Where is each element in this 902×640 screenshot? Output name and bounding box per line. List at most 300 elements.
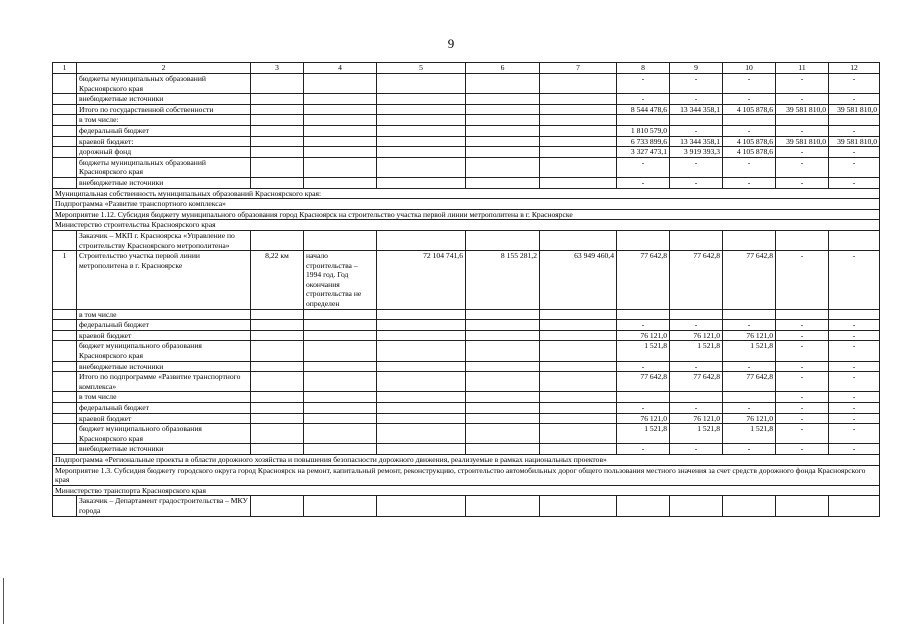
row-label: федеральный бюджет (77, 403, 251, 414)
table-cell: - (829, 125, 880, 136)
table-cell (466, 320, 540, 331)
table-cell: - (776, 74, 829, 94)
table-cell (466, 413, 540, 424)
table-cell (466, 104, 540, 115)
table-cell (304, 177, 377, 188)
table-cell: 8,22 км (251, 251, 304, 310)
row-label: федеральный бюджет (77, 320, 251, 331)
header-cell-7: 7 (540, 63, 617, 74)
table-cell (670, 230, 723, 250)
row-label: Заказчик – Департамент градостроительства – МКУ города (77, 496, 251, 516)
table-cell (304, 361, 377, 372)
header-cell-3: 3 (251, 63, 304, 74)
page-number: 9 (447, 36, 455, 51)
table-cell (466, 361, 540, 372)
table-row (53, 309, 880, 320)
table-row (53, 230, 880, 250)
table-cell (670, 392, 723, 403)
table-cell (377, 361, 466, 372)
table-cell (53, 444, 77, 455)
table-cell (251, 125, 304, 136)
table-cell: - (829, 330, 880, 341)
table-cell (466, 136, 540, 147)
table-cell: - (723, 74, 776, 94)
table-cell (466, 230, 540, 250)
table-cell (466, 74, 540, 94)
table-cell (466, 177, 540, 188)
table-cell (466, 309, 540, 320)
row-label: краевой бюджет (77, 330, 251, 341)
table-cell (377, 115, 466, 126)
table-cell: - (670, 361, 723, 372)
table-cell (53, 413, 77, 424)
table-cell (466, 147, 540, 158)
table-cell: - (670, 125, 723, 136)
table-cell: 1 521,8 (670, 424, 723, 444)
table-cell (540, 320, 617, 331)
row-label: Строительство участка первой линии метрополитена в г. Красноярске (77, 251, 251, 310)
table-cell: 1 521,8 (723, 341, 776, 361)
table-cell (466, 372, 540, 392)
row-label: внебюджетные источники (77, 444, 251, 455)
table-cell (304, 104, 377, 115)
table-cell: - (776, 341, 829, 361)
table-cell: - (670, 444, 723, 455)
table-cell (251, 403, 304, 414)
table-row (53, 444, 880, 455)
header-cell-2: 2 (77, 63, 251, 74)
table-cell: 76 121,0 (617, 330, 670, 341)
table-cell: - (723, 177, 776, 188)
table-cell (304, 115, 377, 126)
table-cell: - (776, 94, 829, 105)
table-cell (251, 309, 304, 320)
table-cell (377, 444, 466, 455)
table-cell: - (776, 403, 829, 414)
table-cell (304, 413, 377, 424)
table-cell (540, 147, 617, 158)
table-cell (53, 230, 77, 250)
table-cell (466, 444, 540, 455)
table-cell (466, 157, 540, 177)
table-row (53, 361, 880, 372)
table-cell (617, 230, 670, 250)
table-cell: 63 949 460,4 (540, 251, 617, 310)
table-cell: 39 581 810,0 (776, 136, 829, 147)
table-row (53, 94, 880, 105)
table-cell (377, 320, 466, 331)
table-cell: - (829, 424, 880, 444)
table-row (53, 74, 880, 94)
table-cell (304, 320, 377, 331)
table-cell (53, 177, 77, 188)
header-cell-8: 8 (617, 63, 670, 74)
table-cell (251, 157, 304, 177)
table-cell (540, 136, 617, 147)
section-row (53, 220, 880, 231)
header-cell-6: 6 (466, 63, 540, 74)
table-cell: 3 919 393,3 (670, 147, 723, 158)
table-cell (53, 320, 77, 331)
section-row (53, 199, 880, 210)
table-cell (617, 392, 670, 403)
table-cell (377, 177, 466, 188)
table-cell (377, 372, 466, 392)
table-cell (251, 372, 304, 392)
budget-table (52, 62, 880, 517)
table-cell (723, 230, 776, 250)
table-cell (540, 104, 617, 115)
row-label: бюджеты муниципальных образований Красноярского края (77, 74, 251, 94)
section-title: Подпрограмма «Региональные проекты в области дорожного хозяйства и повышения безопасности дорожного движения, реализуемые в рамках национальных проектов» (53, 454, 880, 465)
table-cell: - (617, 320, 670, 331)
table-cell (466, 125, 540, 136)
row-label: бюджет муниципального образования Красноярского края (77, 424, 251, 444)
header-cell-10: 10 (723, 63, 776, 74)
header-cell-9: 9 (670, 63, 723, 74)
table-cell: - (617, 403, 670, 414)
table-row (53, 147, 880, 158)
table-cell: - (617, 444, 670, 455)
table-cell (377, 309, 466, 320)
table-row (53, 104, 880, 115)
table-cell: 1 521,8 (617, 424, 670, 444)
section-title: Муниципальная собственность муниципальных образований Красноярского края: (53, 188, 880, 199)
table-cell: - (617, 94, 670, 105)
table-cell (540, 372, 617, 392)
table-cell (251, 115, 304, 126)
table-cell (466, 341, 540, 361)
table-cell: - (776, 251, 829, 310)
table-cell: 4 105 878,6 (723, 104, 776, 115)
table-cell: - (829, 320, 880, 331)
table-cell (829, 496, 880, 516)
table-cell (776, 115, 829, 126)
section-row (53, 454, 880, 465)
table-cell (251, 147, 304, 158)
table-cell (251, 230, 304, 250)
table-cell (304, 136, 377, 147)
table-cell: - (776, 372, 829, 392)
page-margin-line (3, 578, 4, 624)
table-cell (723, 309, 776, 320)
table-cell: - (723, 125, 776, 136)
table-cell (540, 413, 617, 424)
table-cell: 6 733 899,6 (617, 136, 670, 147)
table-cell (304, 496, 377, 516)
table-cell: - (776, 361, 829, 372)
table-cell: 3 327 473,1 (617, 147, 670, 158)
table-cell (540, 230, 617, 250)
table-cell (304, 403, 377, 414)
table-cell (251, 136, 304, 147)
row-label: внебюджетные источники (77, 177, 251, 188)
table-cell (304, 444, 377, 455)
table-cell (670, 309, 723, 320)
table-cell (670, 115, 723, 126)
table-cell: - (829, 361, 880, 372)
section-title: Подпрограмма «Развитие транспортного комплекса» (53, 199, 880, 210)
table-cell: - (776, 157, 829, 177)
table-cell: - (723, 94, 776, 105)
table-cell: 1 521,8 (723, 424, 776, 444)
table-cell: - (776, 444, 829, 455)
table-cell (540, 330, 617, 341)
table-cell (377, 341, 466, 361)
table-cell: 77 642,8 (670, 372, 723, 392)
table-cell: - (829, 251, 880, 310)
table-cell (829, 115, 880, 126)
header-cell-11: 11 (776, 63, 829, 74)
table-row (53, 403, 880, 414)
table-cell (540, 392, 617, 403)
table-cell: 13 344 358,1 (670, 136, 723, 147)
table-cell: 77 642,8 (617, 372, 670, 392)
table-row (53, 136, 880, 147)
table-row (53, 392, 880, 403)
table-cell: 4 105 878,6 (723, 136, 776, 147)
table-cell (304, 157, 377, 177)
row-label: дорожный фонд (77, 147, 251, 158)
table-cell: - (723, 361, 776, 372)
table-cell: - (776, 392, 829, 403)
row-label: в том числе (77, 309, 251, 320)
table-cell (466, 496, 540, 516)
table-cell (617, 115, 670, 126)
section-title: Мероприятие 1.12. Субсидия бюджету муниципального образования город Красноярск на строительство участка первой линии метрополитена в г. Красноярске (53, 209, 880, 220)
table-cell (53, 74, 77, 94)
table-cell: - (829, 341, 880, 361)
table-cell: 77 642,8 (670, 251, 723, 310)
section-row (53, 188, 880, 199)
table-cell (829, 309, 880, 320)
table-cell: 76 121,0 (723, 413, 776, 424)
table-cell (251, 496, 304, 516)
table-cell: - (776, 320, 829, 331)
section-row (53, 465, 880, 485)
row-label: федеральный бюджет (77, 125, 251, 136)
table-cell (466, 392, 540, 403)
table-cell (251, 74, 304, 94)
table-row (53, 125, 880, 136)
table-cell (723, 496, 776, 516)
table-cell: 39 581 810,0 (776, 104, 829, 115)
table-cell (540, 424, 617, 444)
header-cell-12: 12 (829, 63, 880, 74)
table-cell (540, 115, 617, 126)
table-cell (829, 230, 880, 250)
table-cell: 8 544 478,6 (617, 104, 670, 115)
table-cell: 76 121,0 (670, 413, 723, 424)
table-cell (251, 94, 304, 105)
table-cell (670, 496, 723, 516)
table-cell: 13 344 358,1 (670, 104, 723, 115)
table-cell: - (829, 157, 880, 177)
table-cell (540, 341, 617, 361)
table-cell: - (617, 74, 670, 94)
table-cell (53, 157, 77, 177)
table-cell: 1 521,8 (670, 341, 723, 361)
table-cell (53, 136, 77, 147)
table-cell (540, 309, 617, 320)
table-cell: - (670, 157, 723, 177)
row-label: Итого по подпрограмме «Развитие транспортного комплекса» (77, 372, 251, 392)
table-cell (377, 74, 466, 94)
row-label: Заказчик – МКП г. Красноярска «Управление по строительству Красноярского метрополитена» (77, 230, 251, 250)
table-cell: - (670, 177, 723, 188)
table-cell: - (776, 413, 829, 424)
table-cell: - (829, 74, 880, 94)
table-cell: 72 104 741,6 (377, 251, 466, 310)
table-cell: 76 121,0 (723, 330, 776, 341)
table-cell (304, 125, 377, 136)
table-cell: - (617, 157, 670, 177)
table-cell (251, 361, 304, 372)
table-cell: 76 121,0 (670, 330, 723, 341)
table-cell: 39 581 810,0 (829, 104, 880, 115)
header-cell-4: 4 (304, 63, 377, 74)
table-cell (251, 413, 304, 424)
row-label: бюджет муниципального образования Красноярского края (77, 341, 251, 361)
table-cell: 1 521,8 (617, 341, 670, 361)
table-cell (53, 94, 77, 105)
table-cell (776, 309, 829, 320)
row-label: в том числе (77, 392, 251, 403)
table-cell (251, 392, 304, 403)
table-cell: 1 810 579,0 (617, 125, 670, 136)
table-cell (377, 104, 466, 115)
row-label: краевой бюджет: (77, 136, 251, 147)
table-cell: 39 581 810,0 (829, 136, 880, 147)
table-cell: - (776, 424, 829, 444)
table-cell (377, 413, 466, 424)
table-cell (53, 147, 77, 158)
table-cell (251, 320, 304, 331)
table-cell: - (617, 177, 670, 188)
table-cell (251, 104, 304, 115)
header-cell-5: 5 (377, 63, 466, 74)
table-cell (53, 309, 77, 320)
table-row (53, 177, 880, 188)
table-row (53, 330, 880, 341)
table-cell (53, 115, 77, 126)
table-cell: 8 155 281,2 (466, 251, 540, 310)
table-cell: - (829, 413, 880, 424)
table-cell (53, 424, 77, 444)
table-row (53, 496, 880, 516)
table-cell: 1 (53, 251, 77, 310)
table-cell: - (723, 320, 776, 331)
table-cell: 77 642,8 (617, 251, 670, 310)
table-cell: - (829, 444, 880, 455)
table-cell (377, 147, 466, 158)
table-cell: - (829, 403, 880, 414)
section-title: Министерство транспорта Красноярского края (53, 485, 880, 496)
table-cell (776, 230, 829, 250)
table-cell (377, 94, 466, 105)
table-cell (377, 230, 466, 250)
table-cell (53, 361, 77, 372)
table-cell (304, 94, 377, 105)
table-cell (377, 125, 466, 136)
table-cell (304, 230, 377, 250)
table-cell (540, 496, 617, 516)
table-cell (466, 403, 540, 414)
table-cell (251, 330, 304, 341)
section-row (53, 485, 880, 496)
table-cell (377, 496, 466, 516)
table-row (53, 413, 880, 424)
table-cell: - (776, 147, 829, 158)
table-cell: 4 105 878,6 (723, 147, 776, 158)
section-title: Мероприятие 1.3. Субсидия бюджету городского округа город Красноярск на ремонт, капитальный ремонт, реконструкцию, строительство автомобильных дорог общего пользования местного значения за счет средств дорожного фонда Красноярского края (53, 465, 880, 485)
table-cell (617, 309, 670, 320)
table-cell (53, 104, 77, 115)
table-row (53, 341, 880, 361)
table-cell (540, 444, 617, 455)
header-row (53, 63, 880, 74)
table-cell (723, 115, 776, 126)
table-cell (377, 403, 466, 414)
table-cell (540, 125, 617, 136)
table-cell: - (670, 403, 723, 414)
table-row (53, 251, 880, 310)
table-cell: - (776, 177, 829, 188)
table-cell (304, 147, 377, 158)
table-cell (776, 496, 829, 516)
row-label: внебюджетные источники (77, 361, 251, 372)
table-cell: - (670, 94, 723, 105)
row-label: Итого по государственной собственности (77, 104, 251, 115)
section-row (53, 209, 880, 220)
table-row (53, 372, 880, 392)
table-cell: - (829, 392, 880, 403)
table-cell: - (670, 74, 723, 94)
table-cell (251, 341, 304, 361)
table-cell (251, 444, 304, 455)
table-cell (466, 94, 540, 105)
table-cell: - (829, 94, 880, 105)
table-cell (377, 330, 466, 341)
table-cell (377, 136, 466, 147)
table-cell (251, 177, 304, 188)
table-cell: 77 642,8 (723, 251, 776, 310)
row-label: бюджеты муниципальных образований Красноярского края (77, 157, 251, 177)
table-cell (304, 309, 377, 320)
table-cell (466, 330, 540, 341)
row-label: краевой бюджет (77, 413, 251, 424)
table-cell (540, 157, 617, 177)
row-label: внебюджетные источники (77, 94, 251, 105)
table-cell (53, 330, 77, 341)
table-cell (540, 403, 617, 414)
table-cell (251, 424, 304, 444)
table-cell (466, 424, 540, 444)
table-cell: - (723, 157, 776, 177)
table-cell (53, 496, 77, 516)
table-cell: - (723, 403, 776, 414)
table-cell: - (829, 177, 880, 188)
table-cell (723, 392, 776, 403)
row-label: в том числе: (77, 115, 251, 126)
header-cell-1: 1 (53, 63, 77, 74)
table-cell (377, 392, 466, 403)
table-cell (304, 341, 377, 361)
table-cell (617, 496, 670, 516)
table-row (53, 424, 880, 444)
table-row (53, 320, 880, 331)
table-cell (377, 157, 466, 177)
